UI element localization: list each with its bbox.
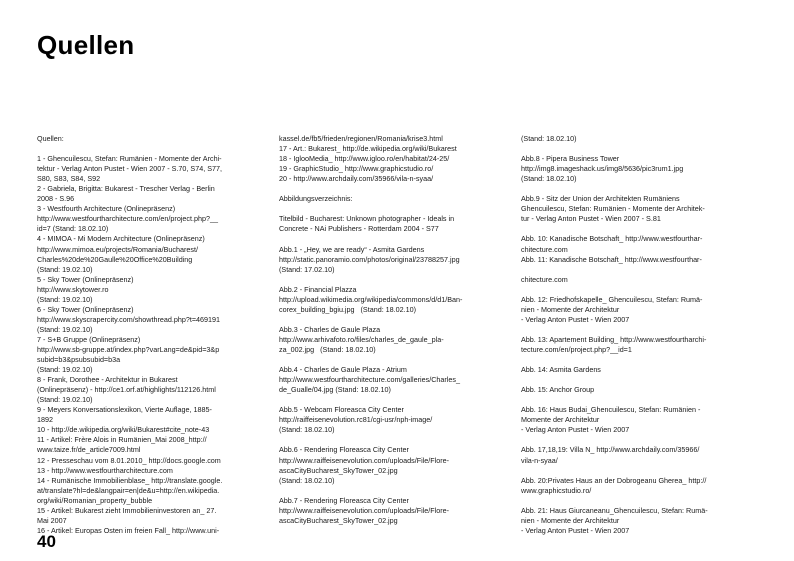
text-line: Momente der Architektur <box>521 415 600 425</box>
text-line: Abb. 15: Anchor Group <box>521 385 595 395</box>
text-line: vila-n-syaa/ <box>521 455 558 465</box>
text-line <box>521 395 741 405</box>
text-line: (Stand: 17.02.10) <box>279 264 335 274</box>
text-line: - Verlag Anton Pustet - Wien 2007 <box>521 314 630 324</box>
text-line: Abb.3 - Charles de Gaule Plaza <box>279 324 381 334</box>
text-line <box>279 184 499 194</box>
text-line: 12 - Presseschau vom 8.01.2010_ http://docs.google.com <box>37 455 221 465</box>
text-line: 14 - Rumänische Immobilienblase_ http://translate.google. <box>37 475 223 485</box>
text-line: http://www.arhivafoto.ro/files/charles_de_gaule_pla- <box>279 334 444 344</box>
text-line <box>279 355 499 365</box>
text-line: kassel.de/fb5/frieden/regionen/Romania/krise3.html <box>279 134 443 143</box>
text-line: http://www.skytower.ro <box>37 284 109 294</box>
text-line <box>279 486 499 496</box>
text-line: http://www.skyscrapercity.com/showthread.php?t=469191 <box>37 314 221 324</box>
text-line: 18 - IglooMedia_ http://www.igloo.ro/en/habitat/24-25/ <box>279 154 450 164</box>
text-line: 3 - Westfourth Architecture (Onlinepräsenz) <box>37 204 176 214</box>
text-line: 16 - Artikel: Europas Osten im freien Fall_ http://www.uni- <box>37 525 220 535</box>
text-line <box>37 144 257 154</box>
text-line: Abb. 12: Friedhofskapelle_ Ghencuilescu, Stefan: Rumä- <box>521 294 703 304</box>
text-line: nien - Momente der Architektur <box>521 515 620 525</box>
text-line: 1 - Ghencuilescu, Stefan: Rumänien - Momente der Archi- <box>37 154 222 164</box>
text-line: (Stand: 19.02.10) <box>37 365 93 375</box>
text-line: Abb.2 - Financial Plazza <box>279 284 357 294</box>
text-line: http://upload.wikimedia.org/wikipedia/commons/d/d1/Ban- <box>279 294 463 304</box>
text-line <box>279 395 499 405</box>
text-line: tur - Verlag Anton Pustet - Wien 2007 - S.81 <box>521 214 661 224</box>
text-line: Abb. 14: Asmita Gardens <box>521 365 601 375</box>
text-line: Abb.6 - Rendering Floreasca City Center <box>279 445 409 455</box>
text-line: tektur - Verlag Anton Pustet - Wien 2007 - S.70, S74, S77, <box>37 164 222 174</box>
text-line: 2008 - S.96 <box>37 194 75 204</box>
text-line: id=7 (Stand: 18.02.10) <box>37 224 109 234</box>
column-sources <box>37 134 257 536</box>
text-line: (Stand: 18.02.10) <box>279 425 335 435</box>
text-line: Abb.4 - Charles de Gaule Plaza - Atrium <box>279 365 407 375</box>
text-line: 15 - Artikel: Bukarest zieht Immobilieninvestoren an_ 27. <box>37 505 217 515</box>
text-line: Quellen: <box>37 134 64 143</box>
text-line <box>521 144 741 154</box>
text-line: Mai 2007 <box>37 515 67 525</box>
text-line: (Stand: 19.02.10) <box>37 395 93 405</box>
text-line: Titelbild - Bucharest: Unknown photographer - Ideals in <box>279 214 455 224</box>
text-line: www.taize.fr/de_article7009.html <box>37 445 141 455</box>
text-line: (Stand: 19.02.10) <box>37 264 93 274</box>
text-line <box>521 435 741 445</box>
text-line: org/wiki/Romanian_property_bubble <box>37 495 153 505</box>
text-line: 13 - http://www.westfourtharchitecture.com <box>37 465 173 475</box>
text-line: de_Gualle/04.jpg (Stand: 18.02.10) <box>279 385 391 395</box>
text-line <box>279 234 499 244</box>
text-line: 9 - Meyers Konversationslexikon, Vierte Auflage, 1885- <box>37 405 212 415</box>
text-line: http://www.westfourtharchitecture.com/en/project.php?__ <box>37 214 218 224</box>
text-line: http://www.sb-gruppe.at/index.php?varLang=de&pid=3&p <box>37 344 220 354</box>
column-figures <box>521 134 741 536</box>
text-line <box>521 496 741 506</box>
text-line: Abb. 13: Apartement Building_ http://www.westfourtharchi- <box>521 334 707 344</box>
text-line: (Stand: 19.02.10) <box>37 324 93 334</box>
text-line: Abb.7 - Rendering Floreasca City Center <box>279 495 409 505</box>
text-line: Abb. 16: Haus Budai_Ghencuilescu, Stefan: Rumänien - <box>521 405 701 415</box>
text-line: Abb.1 - „Hey, we are ready“ - Asmita Gardens <box>279 244 425 254</box>
text-line: (Stand: 18.02.10) <box>521 174 577 184</box>
text-line: tecture.com/en/project.php?__id=1 <box>521 344 632 354</box>
text-line: Abb.5 - Webcam Floreasca City Center <box>279 405 404 415</box>
text-line: 1892 <box>37 415 53 425</box>
text-line: ascaCityBucharest_SkyTower_02.jpg <box>279 515 398 525</box>
text-line: corex_building_bgiu.jpg (Stand: 18.02.10) <box>279 304 417 314</box>
text-line <box>521 466 741 476</box>
column-sources-and-figures <box>279 134 499 526</box>
text-line <box>521 325 741 335</box>
text-line: Abb. 20:Privates Haus an der Dobrogeanu Gherea_ http:// <box>521 475 707 485</box>
text-line: (Stand: 19.02.10) <box>37 294 93 304</box>
text-line: 11 - Artikel: Frère Alois in Rumänien_Mai 2008_http:// <box>37 435 207 445</box>
text-line: http://img8.imageshack.us/img8/5636/pic3rum1.jpg <box>521 164 684 174</box>
text-line: 10 - http://de.wikipedia.org/wiki/Bukarest#cite_note-43 <box>37 425 210 435</box>
text-line: http://www.mimoa.eu/projects/Romania/Bucharest/ <box>37 244 198 254</box>
text-line: http://www.westfourtharchitecture.com/galleries/Charles_ <box>279 375 460 385</box>
text-line: 19 - GraphicStudio_ http://www.graphicstudio.ro/ <box>279 164 434 174</box>
text-line: 6 - Sky Tower (Onlinepräsenz) <box>37 304 134 314</box>
text-line: ascaCityBucharest_SkyTower_02.jpg <box>279 465 398 475</box>
text-line: chitecture.com <box>521 274 568 284</box>
text-line: - Verlag Anton Pustet - Wien 2007 <box>521 525 630 535</box>
text-line: 4 - MIMOA - Mi Modern Architecture (Onlinepräsenz) <box>37 234 205 244</box>
text-line: za_002.jpg (Stand: 18.02.10) <box>279 344 376 354</box>
text-line <box>521 355 741 365</box>
text-line <box>521 285 741 295</box>
text-line: Abbildungsverzeichnis: <box>279 194 353 204</box>
text-line: Abb. 11: Kanadische Botschaft_ http://www.westfourthar- <box>521 254 702 264</box>
text-line <box>279 315 499 325</box>
text-line: nien - Momente der Architektur <box>521 304 620 314</box>
text-line: (Onlinepräsenz) - http://ce1.orf.at/highlights/112126.html <box>37 385 216 395</box>
text-line: chitecture.com <box>521 244 568 254</box>
text-line: http://www.raiffeisenevolution.com/uploads/File/Flore- <box>279 455 450 465</box>
text-line: http://www.raiffeisenevolution.com/uploads/File/Flore- <box>279 505 450 515</box>
text-line: Abb. 17,18,19: Villa N_ http://www.archdaily.com/35966/ <box>521 445 700 455</box>
text-line: 2 - Gabriela, Brigitta: Bukarest - Trescher Verlag - Berlin <box>37 184 215 194</box>
text-line: subid=b3&psubsubid=b3a <box>37 355 121 365</box>
text-line <box>521 224 741 234</box>
text-line: at/translate?hl=de&langpair=en|de&u=http://en.wikipedia. <box>37 485 220 495</box>
text-line: S80, S83, S84, S92 <box>37 174 101 184</box>
text-line: 5 - Sky Tower (Onlinepräsenz) <box>37 274 134 284</box>
text-line <box>521 265 741 275</box>
text-line: Abb. 10: Kanadische Botschaft_ http://www.westfourthar- <box>521 234 703 244</box>
text-line: - Verlag Anton Pustet - Wien 2007 <box>521 425 630 435</box>
text-line: Ghencuilescu, Stefan: Rumänien - Momente der Architek- <box>521 204 705 214</box>
text-line <box>521 184 741 194</box>
text-line <box>521 375 741 385</box>
text-line: (Stand: 18.02.10) <box>279 475 335 485</box>
page-title: Quellen <box>37 30 135 60</box>
text-line: (Stand: 18.02.10) <box>521 134 577 143</box>
text-line <box>279 435 499 445</box>
text-line: 20 - http://www.archdaily.com/35966/vila-n-syaa/ <box>279 174 434 184</box>
text-line: 17 - Art.: Bukarest_ http://de.wikipedia.org/wiki/Bukarest <box>279 144 457 154</box>
text-line: Concrete - NAi Publishers - Rotterdam 2004 - S77 <box>279 224 439 234</box>
text-line: Abb. 21: Haus Giurcaneanu_Ghencuilescu, Stefan: Rumä- <box>521 505 708 515</box>
page-number: 40 <box>37 532 56 551</box>
text-line: Abb.8 - Pipera Business Tower <box>521 154 620 164</box>
text-line: www.graphicstudio.ro/ <box>521 485 592 495</box>
text-line: http://raiffeisenevolution.rc81/cgi-usr/nph-image/ <box>279 415 433 425</box>
text-line: 7 - S+B Gruppe (Onlinepräsenz) <box>37 334 141 344</box>
text-line: http://static.panoramio.com/photos/original/23788257.jpg <box>279 254 460 264</box>
text-line <box>279 275 499 285</box>
text-line: Charles%20de%20Gaulle%20Office%20Building <box>37 254 193 264</box>
text-line <box>279 204 499 214</box>
text-line: 8 - Frank, Dorothee - Architektur in Bukarest <box>37 375 178 385</box>
text-line: Abb.9 - Sitz der Union der Architekten Rumäniens <box>521 194 680 204</box>
